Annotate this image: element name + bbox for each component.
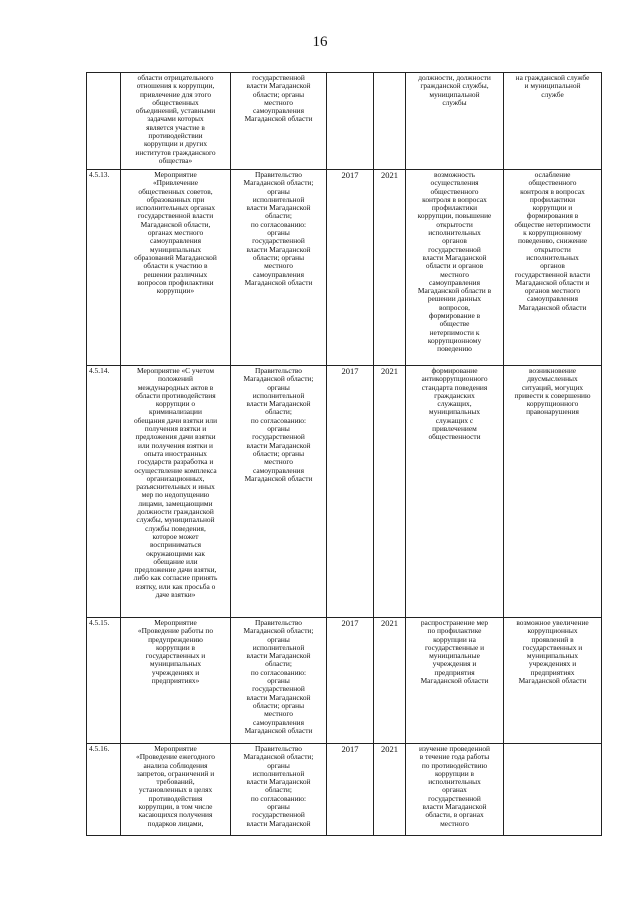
row-number: 4.5.15. xyxy=(87,618,121,744)
start-year-cell: 2017 xyxy=(327,618,374,744)
activity-cell: Мероприятие «С учетом положений международных актов в области противодействия коррупции о криминализации обещания дачи взятки или получения взятки и предложения дачи взятки или получения взятки и опыта иностранных государств разработка и осуществление комплекса организационных, разъяснительных и иных мер по недопущению лицами, замещающими должности гражданской службы, муниципальной службы поведения, которое может восприниматься окружающими как обещание или предложение дачи взятки, либо как согласие принять взятку, или как просьба о даче взятки» xyxy=(121,366,231,618)
table-row xyxy=(87,73,602,170)
row-number xyxy=(87,73,121,170)
end-year-cell: 2021 xyxy=(374,744,406,836)
executors-cell: Правительство Магаданской области; органы исполнительной власти Магаданской области; по согласованию: органы государственной власти Магаданской области; органы местного самоуправления Магаданской области xyxy=(231,170,327,366)
activity-cell: Мероприятие «Привлечение общественных советов, образованных при исполнительных органах государственной власти Магаданской области, органах местного самоуправления муниципальных образований Магаданской области к участию в решении различных вопросов профилактики коррупции» xyxy=(121,170,231,366)
executors-cell: Правительство Магаданской области; органы исполнительной власти Магаданской области; по согласованию: органы государственной власти Магаданской xyxy=(231,744,327,836)
table-row xyxy=(87,170,602,366)
consequence-cell: ослабление общественного контроля в вопросах профилактики коррупции и формирования в обществе нетерпимости к коррупционному поведению, снижение открытости исполнительных органов государственной власти Магаданской области и органов местного самоуправления Магаданской области xyxy=(504,170,602,366)
table-row xyxy=(87,366,602,618)
row-number: 4.5.13. xyxy=(87,170,121,366)
executors-cell: Правительство Магаданской области; органы исполнительной власти Магаданской области; по согласованию: органы государственной власти Магаданской области; органы местного самоуправления Магаданской области xyxy=(231,618,327,744)
activity-cell: Мероприятие «Проведение работы по предупреждению коррупции в государственных и муниципальных учреждениях и предприятиях» xyxy=(121,618,231,744)
start-year-cell: 2017 xyxy=(327,744,374,836)
result-cell: распространение мер по профилактике коррупции на государственные и муниципальные учреждения и предприятия Магаданской области xyxy=(406,618,504,744)
activity-cell: области отрицательного отношения к коррупции, привлечение для этого общественных объединений, уставными задачами которых является участие в противодействии коррупции и других институтов гражданского общества» xyxy=(121,73,231,170)
page-number: 16 xyxy=(312,34,328,50)
end-year-cell: 2021 xyxy=(374,170,406,366)
result-cell: возможность осуществления общественного контроля в вопросах профилактики коррупции, повышение открытости исполнительных органов государственной власти Магаданской области и органов местного самоуправления Магаданской области в решении данных вопросов, формирование в обществе нетерпимости к коррупционному поведению xyxy=(406,170,504,366)
consequence-cell: возможное увеличение коррупционных проявлений в государственных и муниципальных учреждениях и предприятиях Магаданской области xyxy=(504,618,602,744)
end-year-cell xyxy=(374,73,406,170)
result-cell: формирование антикоррупционного стандарта поведения гражданских служащих, муниципальных служащих с привлечением общественности xyxy=(406,366,504,618)
start-year-cell: 2017 xyxy=(327,366,374,618)
executors-cell: Правительство Магаданской области; органы исполнительной власти Магаданской области; по согласованию: органы государственной власти Магаданской области; органы местного самоуправления Магаданской области xyxy=(231,366,327,618)
activity-cell: Мероприятие «Проведение ежегодного анализа соблюдения запретов, ограничений и требований, установленных в целях противодействия коррупции, в том числе касающихся получения подарков лицами, xyxy=(121,744,231,836)
measures-table xyxy=(86,72,602,836)
row-number: 4.5.14. xyxy=(87,366,121,618)
end-year-cell: 2021 xyxy=(374,366,406,618)
consequence-cell: возникновение двусмысленных ситуаций, могущих привести к совершению коррупционного правонарушения xyxy=(504,366,602,618)
row-number: 4.5.16. xyxy=(87,744,121,836)
end-year-cell: 2021 xyxy=(374,618,406,744)
start-year-cell: 2017 xyxy=(327,170,374,366)
result-cell: должности, должности гражданской службы, муниципальной службы xyxy=(406,73,504,170)
result-cell: изучение проведенной в течение года работы по противодействию коррупции в исполнительных органах государственной власти Магаданской области, в органах местного xyxy=(406,744,504,836)
consequence-cell: на гражданской службе и муниципальной службе xyxy=(504,73,602,170)
table-row xyxy=(87,744,602,836)
consequence-cell xyxy=(504,744,602,836)
table-row xyxy=(87,618,602,744)
executors-cell: государственной власти Магаданской области; органы местного самоуправления Магаданской области xyxy=(231,73,327,170)
start-year-cell xyxy=(327,73,374,170)
